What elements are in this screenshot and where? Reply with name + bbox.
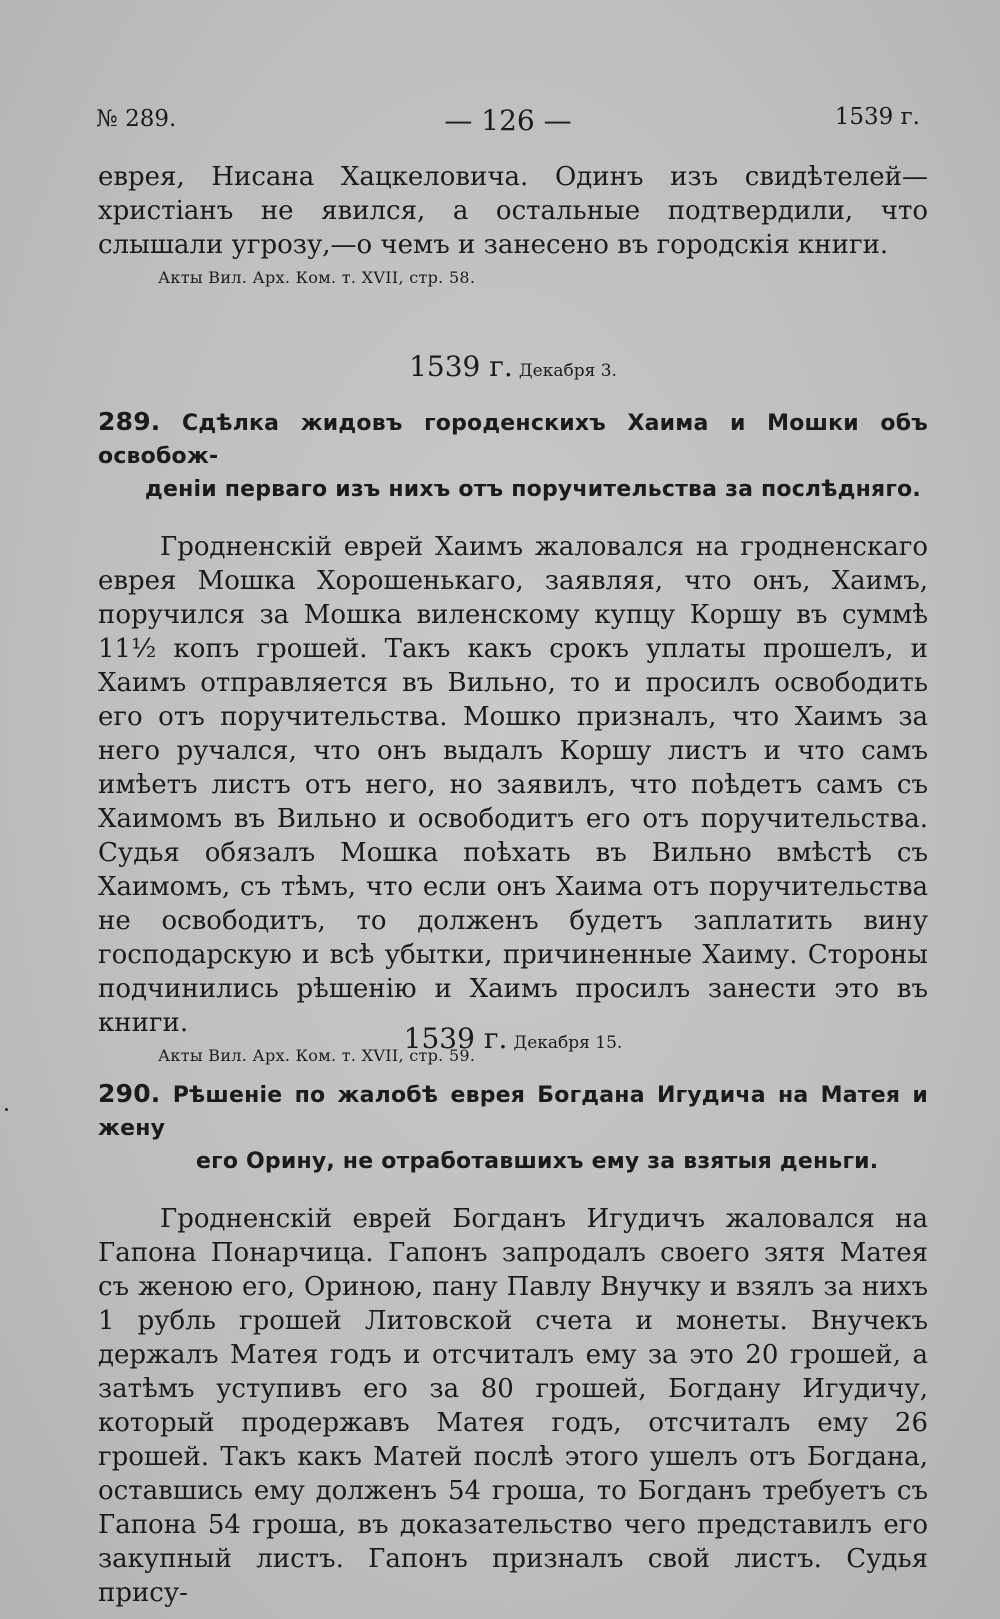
entry-body: Гродненскій еврей Хаимъ жаловался на гродненскаго еврея Мошка Хорошенькаго, заявляя, что онъ, Хаимъ, поручился за Мошка виленскому купцу Коршу въ суммѣ 11½ копъ грошей. Такъ какъ срокъ уплаты прошелъ, и Хаимъ отправляется въ Вильно, то и просилъ освободить его отъ поручительства. Мошко призналъ, что Хаимъ за него ручался, что онъ выдалъ Коршу листъ и что самъ имѣетъ листъ отъ него, но заявилъ, что поѣдетъ самъ съ Хаимомъ въ Вильно и освободитъ его отъ поручительства. Судья обязалъ Мошка поѣхать въ Вильно вмѣстѣ съ Хаимомъ, съ тѣмъ, что если онъ Хаима отъ поручительства не освободитъ, то долженъ будетъ заплатить вину господарскую и всѣ убытки, причиненные Хаиму. Стороны подчинились рѣшенію и Хаимъ просилъ занести это въ книги. — [98, 532, 928, 1038]
doc-number: № 289. — [96, 106, 177, 132]
continuation-block — [98, 160, 928, 287]
entry-date-year: 1539 г. — [403, 1022, 508, 1055]
entry-number: 289. — [98, 407, 161, 436]
entry-title-line1: Рѣшеніе по жалобѣ еврея Богдана Игудича на Матея и жену — [98, 1083, 928, 1141]
entry-date-year: 1539 г. — [409, 350, 513, 383]
entry-title-line2: деніи перваго изъ нихъ отъ поручительства за послѣдняго. — [145, 477, 921, 502]
entry-body: Гродненскій еврей Богданъ Игудичъ жаловался на Гапона Понарчица. Гапонъ запродалъ своего зятя Матея съ женою его, Ориною, пану Павлу Внучку и взялъ за нихъ 1 рубль грошей Литовской счета и монеты. Внучекъ держалъ Матея годъ и отсчиталъ ему за это 20 грошей, а затѣмъ уступивъ его за 80 грошей, Богдану Игудичу, который продержавъ Матея годъ, отсчиталъ ему 26 грошей. Такъ какъ Матей послѣ этого ушелъ отъ Богдана, оставшись ему долженъ 54 гроша, то Богданъ требуетъ съ Гапона 54 гроша, въ доказательство чего представилъ его закупный листъ. Гапонъ призналъ свой листъ. Судья прису- — [98, 1204, 928, 1608]
entry-290 — [98, 1022, 928, 1610]
page-number: — 126 — — [444, 104, 572, 137]
entry-date — [98, 1022, 928, 1055]
entry-title — [98, 405, 928, 506]
entry-number: 290. — [98, 1079, 161, 1108]
header-year: 1539 г. — [834, 104, 920, 130]
entry-title-line2: его Орину, не отработавшихъ ему за взятыя деньги. — [196, 1149, 879, 1174]
entry-title-line1: Сдѣлка жидовъ городенскихъ Хаима и Мошки объ освобож- — [98, 411, 928, 469]
entry-289 — [98, 350, 928, 1065]
entry-date-day: Декабря 3. — [518, 361, 617, 381]
entry-title — [98, 1077, 928, 1178]
margin-mark — [5, 1108, 8, 1111]
continuation-source: Акты Вил. Арх. Ком. т. XVII, стр. 58. — [158, 268, 476, 287]
entry-date — [98, 350, 928, 383]
page-header — [96, 104, 920, 140]
entry-date-day: Декабря 15. — [513, 1033, 623, 1053]
continuation-text: еврея, Нисана Хацкеловича. Одинъ изъ свидѣтелей—христіанъ не явился, а остальные подтвердили, что слышали угрозу,—о чемъ и занесено въ городскія книги. — [98, 162, 928, 260]
entry-source: Акты Вил. Арх. Ком. т. XVII, стр. 59. — [158, 1046, 476, 1065]
